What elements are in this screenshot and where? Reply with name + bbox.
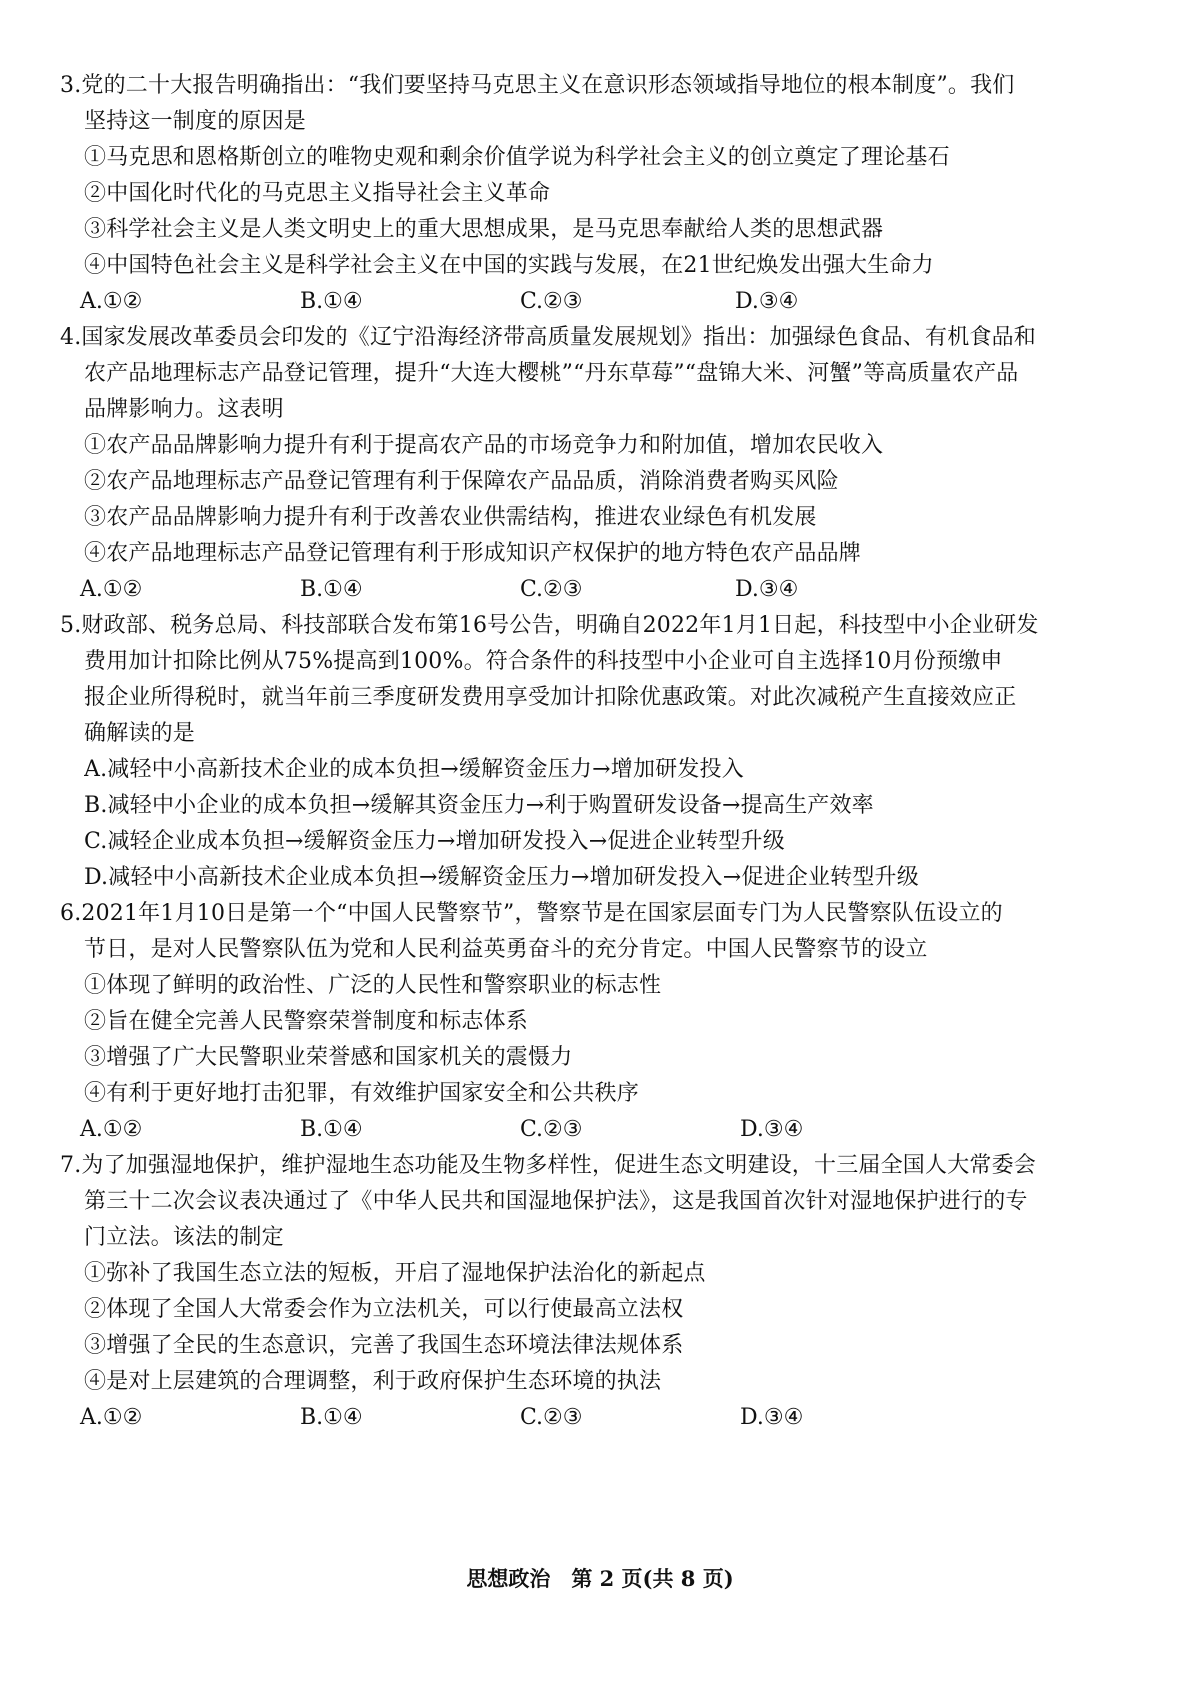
answer-option-c: C.②③ xyxy=(520,577,583,602)
question-stem-line: 第三十二次会议表决通过了《中华人民共和国湿地保护法》，这是我国首次针对湿地保护进行的专 xyxy=(84,1189,1028,1214)
question-stem-line: 节日，是对人民警察队伍为党和人民利益英勇奋斗的充分肯定。中国人民警察节的设立 xyxy=(84,937,928,962)
statement-item: ②中国化时代化的马克思主义指导社会主义革命 xyxy=(84,181,551,206)
page-footer: 思想政治 第 2 页(共 8 页) xyxy=(466,1566,734,1591)
statement-item: ②体现了全国人大常委会作为立法机关，可以行使最高立法权 xyxy=(84,1297,684,1322)
question-stem-line: 报企业所得税时，就当年前三季度研发费用享受加计扣除优惠政策。对此次减税产生直接效应正 xyxy=(84,685,1017,710)
question-stem-line: 5.财政部、税务总局、科技部联合发布第16号公告，明确自2022年1月1日起，科技型中小企业研发 xyxy=(60,613,1039,638)
statement-item: ④中国特色社会主义是科学社会主义在中国的实践与发展，在21世纪焕发出强大生命力 xyxy=(84,253,934,278)
question-stem-line: 确解读的是 xyxy=(84,721,196,746)
statement-item: ①弥补了我国生态立法的短板，开启了湿地保护法治化的新起点 xyxy=(84,1261,706,1286)
statement-item: ①农产品品牌影响力提升有利于提高农产品的市场竞争力和附加值，增加农民收入 xyxy=(84,433,884,458)
choice-item-b: B.减轻中小企业的成本负担→缓解其资金压力→利于购置研发设备→提高生产效率 xyxy=(84,793,874,818)
statement-item: ①体现了鲜明的政治性、广泛的人民性和警察职业的标志性 xyxy=(84,973,662,998)
answer-option-b: B.①④ xyxy=(300,289,363,314)
answer-option-c: C.②③ xyxy=(520,1405,583,1430)
choice-item-a: A.减轻中小高新技术企业的成本负担→缓解资金压力→增加研发投入 xyxy=(84,757,744,782)
question-stem-line: 门立法。该法的制定 xyxy=(84,1225,284,1250)
statement-item: ②旨在健全完善人民警察荣誉制度和标志体系 xyxy=(84,1009,529,1034)
statement-item: ①马克思和恩格斯创立的唯物史观和剩余价值学说为科学社会主义的创立奠定了理论基石 xyxy=(84,145,950,170)
answer-option-d: D.③④ xyxy=(735,577,799,602)
answer-option-d: D.③④ xyxy=(740,1405,804,1430)
answer-option-a: A.①② xyxy=(80,289,143,314)
answer-option-c: C.②③ xyxy=(520,289,583,314)
statement-item: ②农产品地理标志产品登记管理有利于保障农产品品质，消除消费者购买风险 xyxy=(84,469,839,494)
choice-item-d: D.减轻中小高新技术企业成本负担→缓解资金压力→增加研发投入→促进企业转型升级 xyxy=(84,865,919,890)
question-stem-line: 品牌影响力。这表明 xyxy=(84,397,284,422)
statement-item: ③增强了广大民警职业荣誉感和国家机关的震慑力 xyxy=(84,1045,573,1070)
question-stem-line: 7.为了加强湿地保护，维护湿地生态功能及生物多样性，促进生态文明建设，十三届全国人大常委会 xyxy=(60,1153,1036,1178)
question-stem-line: 3.党的二十大报告明确指出：“我们要坚持马克思主义在意识形态领域指导地位的根本制度”。我们 xyxy=(60,73,1015,98)
question-stem-line: 费用加计扣除比例从75%提高到100%。符合条件的科技型中小企业可自主选择10月份预缴申 xyxy=(84,649,1003,674)
answer-option-a: A.①② xyxy=(80,1405,143,1430)
question-stem-line: 坚持这一制度的原因是 xyxy=(84,109,307,134)
question-stem-line: 4.国家发展改革委员会印发的《辽宁沿海经济带高质量发展规划》指出：加强绿色食品、有机食品和 xyxy=(60,325,1036,350)
question-stem-line: 农产品地理标志产品登记管理，提升“大连大樱桃”“丹东草莓”“盘锦大米、河蟹”等高质量农产品 xyxy=(84,361,1019,386)
statement-item: ③农产品品牌影响力提升有利于改善农业供需结构，推进农业绿色有机发展 xyxy=(84,505,817,530)
statement-item: ④有利于更好地打击犯罪，有效维护国家安全和公共秩序 xyxy=(84,1081,640,1106)
statement-item: ④农产品地理标志产品登记管理有利于形成知识产权保护的地方特色农产品品牌 xyxy=(84,541,862,566)
statement-item: ③增强了全民的生态意识，完善了我国生态环境法律法规体系 xyxy=(84,1333,684,1358)
choice-item-c: C.减轻企业成本负担→缓解资金压力→增加研发投入→促进企业转型升级 xyxy=(84,829,785,854)
answer-option-b: B.①④ xyxy=(300,1405,363,1430)
answer-option-b: B.①④ xyxy=(300,1117,363,1142)
answer-option-d: D.③④ xyxy=(735,289,799,314)
answer-option-d: D.③④ xyxy=(740,1117,804,1142)
question-stem-line: 6.2021年1月10日是第一个“中国人民警察节”，警察节是在国家层面专门为人民警察队伍设立的 xyxy=(60,901,1003,926)
answer-option-c: C.②③ xyxy=(520,1117,583,1142)
answer-option-a: A.①② xyxy=(80,577,143,602)
statement-item: ④是对上层建筑的合理调整，利于政府保护生态环境的执法 xyxy=(84,1369,662,1394)
statement-item: ③科学社会主义是人类文明史上的重大思想成果，是马克思奉献给人类的思想武器 xyxy=(84,217,884,242)
answer-option-a: A.①② xyxy=(80,1117,143,1142)
answer-option-b: B.①④ xyxy=(300,577,363,602)
